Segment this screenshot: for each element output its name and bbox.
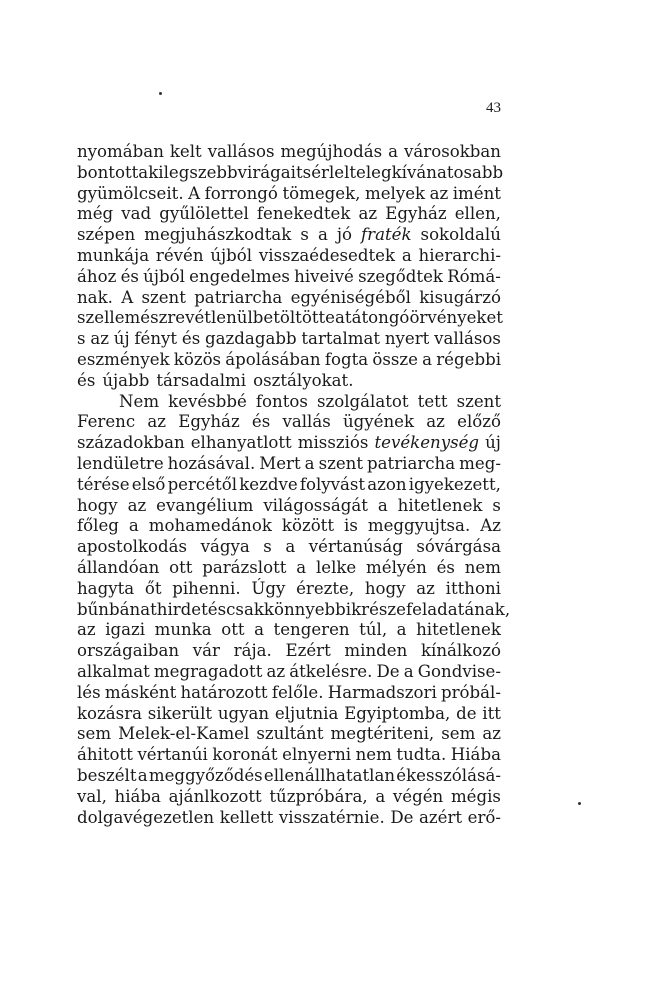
text-line: hogy az evangélium világosságát a hitetlenek s — [77, 495, 501, 515]
text-line: alkalmat megragadott az átkelésre. De a Gondvise- — [77, 661, 501, 681]
text-line: hagyta őt pihenni. Úgy érezte, hogy az itthoni — [77, 578, 501, 598]
text-line: Ferenc az Egyház és vallás ügyének az előző — [77, 412, 501, 432]
text-line: Nem kevésbbé fontos szolgálatot tett szent — [119, 391, 501, 411]
text-line: kozásra sikerült ugyan eljutnia Egyiptomba, de itt — [77, 703, 501, 723]
text-line: áhitott vértanúi koronát elnyerni nem tudta. Hiába — [77, 745, 501, 765]
text-line: országaiban vár rája. Ezért minden kínálkozó — [77, 641, 501, 661]
text-line: nak. A szent patriarcha egyéniségéből kisugárzó — [77, 287, 501, 307]
text-line: az igazi munka ott a tengeren túl, a hitetlenek — [77, 620, 501, 640]
text-line: térése első percétől kezdve folyvást azon igyekezett, — [77, 474, 501, 494]
text-line: főleg a mohamedánok között is meggyujtsa. Az — [77, 516, 501, 536]
text-line: szellem észrevétlenül betöltötte a tátongó örvényeket — [77, 308, 503, 328]
text-line: bontotta ki legszebb virágait s érlelte legkívánatosabb — [77, 162, 504, 182]
text-line: nyomában kelt vallásos megújhodás a városokban — [77, 142, 501, 161]
text-line: szépen megjuhászkodtak s a jó fraték sokoldalú — [77, 225, 501, 245]
text-line: lés másként határozott felőle. Harmadszori próbál- — [77, 682, 501, 702]
body-text — [77, 142, 511, 828]
text-line: ához és újból engedelmes hiveivé szegődtek Rómá- — [77, 266, 501, 286]
text-line: még vad gyűlölettel fenekedtek az Egyház ellen, — [77, 204, 501, 224]
text-line: munkája révén újból visszaédesedtek a hierarchi- — [77, 245, 501, 265]
ink-speck — [578, 802, 581, 805]
text-line: beszélt a meggyőződés ellenállhatatlan ékesszólásá- — [77, 765, 501, 785]
text-line: gyümölcseit. A forrongó tömegek, melyek az imént — [77, 183, 501, 203]
text-line: századokban elhanyatlott missziós tevékenység új — [77, 433, 501, 453]
text-line: s az új fényt és gazdagabb tartalmat nyert vallásos — [77, 329, 501, 349]
text-line: dolgavégezetlen kellett visszatérnie. De azért erő- — [77, 807, 501, 827]
text-line: sem Melek-el-Kamel szultánt megtériteni, sem az — [77, 724, 501, 744]
text-line: apostolkodás vágya s a vértanúság sóvárgása — [77, 537, 501, 557]
text-line: eszmények közös ápolásában fogta össze a régebbi — [77, 349, 501, 369]
ink-speck — [159, 92, 162, 95]
text-line: bűnbánathirdetés csak könnyebbik része feladatának, — [77, 599, 511, 619]
page-number: 43 — [486, 100, 501, 116]
text-line: állandóan ott parázslott a lelke mélyén és nem — [77, 557, 501, 577]
text-line: val, hiába ajánlkozott tűzpróbára, a végén mégis — [77, 786, 501, 806]
text-line: és újabb társadalmi osztályokat. — [77, 370, 354, 390]
text-line: lendületre hozásával. Mert a szent patriarcha meg- — [77, 453, 501, 473]
